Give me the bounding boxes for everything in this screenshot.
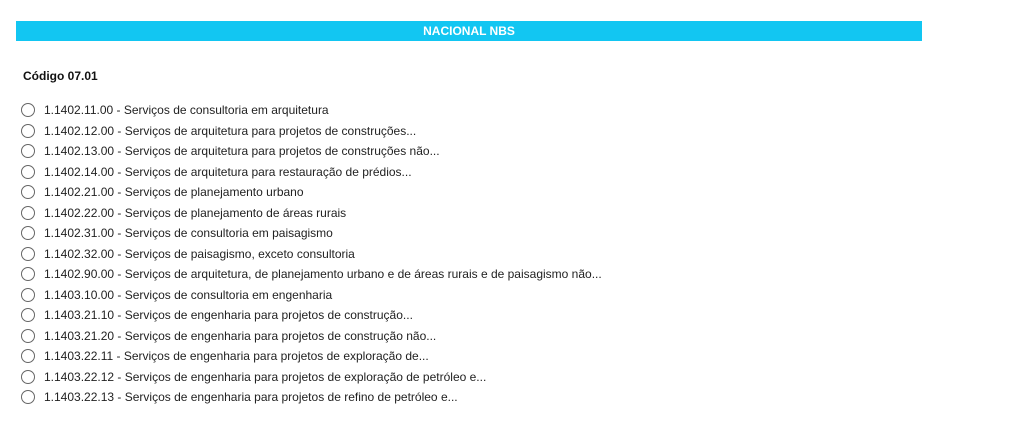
radio-button[interactable] (21, 226, 35, 240)
nbs-option-label[interactable]: 1.1403.10.00 - Serviços de consultoria em engenharia (44, 287, 333, 302)
radio-button[interactable] (21, 390, 35, 404)
section-title: Código 07.01 (23, 69, 98, 83)
nbs-option-label[interactable]: 1.1402.90.00 - Serviços de arquitetura, de planejamento urbano e de áreas rurais e de paisagismo não... (44, 267, 602, 282)
nbs-option[interactable] (21, 244, 602, 265)
nbs-option[interactable] (21, 223, 602, 244)
nbs-option-label[interactable]: 1.1402.22.00 - Serviços de planejamento de áreas rurais (44, 205, 347, 220)
nbs-option[interactable] (21, 203, 602, 224)
radio-button[interactable] (21, 329, 35, 343)
radio-button[interactable] (21, 185, 35, 199)
radio-button[interactable] (21, 206, 35, 220)
nbs-option-label[interactable]: 1.1403.22.11 - Serviços de engenharia para projetos de exploração de... (44, 349, 429, 364)
radio-button[interactable] (21, 103, 35, 117)
nbs-option-label[interactable]: 1.1402.31.00 - Serviços de consultoria em paisagismo (44, 226, 333, 241)
nbs-option[interactable] (21, 367, 602, 388)
nbs-option[interactable] (21, 182, 602, 203)
nbs-option-label[interactable]: 1.1402.13.00 - Serviços de arquitetura para projetos de construções não... (44, 144, 440, 159)
nbs-option-label[interactable]: 1.1403.22.13 - Serviços de engenharia para projetos de refino de petróleo e... (44, 390, 458, 405)
radio-button[interactable] (21, 308, 35, 322)
radio-button[interactable] (21, 288, 35, 302)
nbs-option-label[interactable]: 1.1402.14.00 - Serviços de arquitetura para restauração de prédios... (44, 164, 412, 179)
nbs-option[interactable] (21, 346, 602, 367)
nbs-options-list (21, 100, 602, 408)
radio-button[interactable] (21, 370, 35, 384)
nbs-option-label[interactable]: 1.1402.32.00 - Serviços de paisagismo, exceto consultoria (44, 246, 355, 261)
nbs-option[interactable] (21, 387, 602, 408)
nbs-option-label[interactable]: 1.1402.21.00 - Serviços de planejamento urbano (44, 185, 304, 200)
nbs-option[interactable] (21, 121, 602, 142)
radio-button[interactable] (21, 165, 35, 179)
radio-button[interactable] (21, 349, 35, 363)
nbs-option-label[interactable]: 1.1403.22.12 - Serviços de engenharia para projetos de exploração de petróleo e... (44, 369, 487, 384)
nacional-nbs-header: NACIONAL NBS (16, 21, 922, 41)
radio-button[interactable] (21, 247, 35, 261)
nbs-option[interactable] (21, 264, 602, 285)
nbs-option[interactable] (21, 305, 602, 326)
nbs-option[interactable] (21, 100, 602, 121)
nbs-option[interactable] (21, 162, 602, 183)
nbs-option-label[interactable]: 1.1403.21.20 - Serviços de engenharia para projetos de construção não... (44, 328, 437, 343)
nbs-option-label[interactable]: 1.1403.21.10 - Serviços de engenharia para projetos de construção... (44, 308, 413, 323)
radio-button[interactable] (21, 267, 35, 281)
nbs-option-label[interactable]: 1.1402.12.00 - Serviços de arquitetura para projetos de construções... (44, 123, 417, 138)
nbs-option-label[interactable]: 1.1402.11.00 - Serviços de consultoria em arquitetura (44, 103, 329, 118)
nbs-option[interactable] (21, 141, 602, 162)
nbs-option[interactable] (21, 285, 602, 306)
nbs-option[interactable] (21, 326, 602, 347)
radio-button[interactable] (21, 124, 35, 138)
radio-button[interactable] (21, 144, 35, 158)
